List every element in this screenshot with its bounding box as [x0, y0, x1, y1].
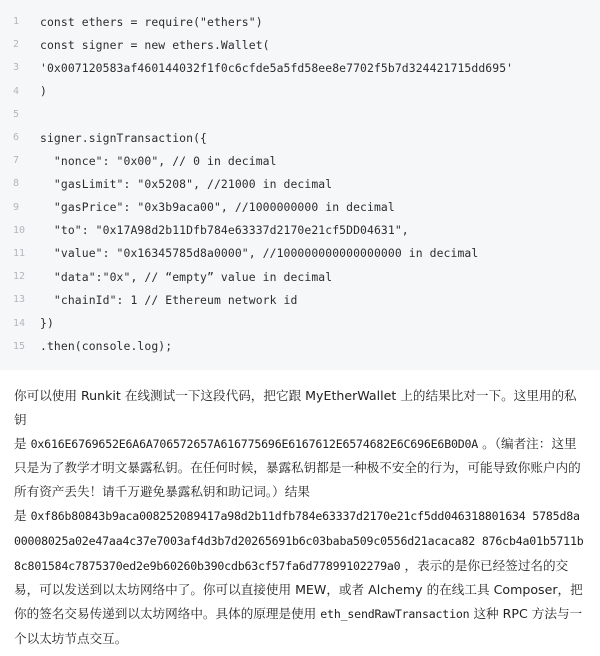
line-number: 1 [13, 16, 20, 28]
code-line [0, 103, 600, 126]
code-line [0, 196, 600, 219]
line-number: 2 [13, 39, 20, 51]
code-line [0, 242, 600, 265]
code-text: }) [40, 316, 54, 331]
line-number: 7 [13, 155, 20, 167]
code-line [0, 335, 600, 358]
line-number: 5 [13, 108, 20, 120]
code-text: "gasLimit": "0x5208", //21000 in decimal [40, 176, 333, 191]
code-text: "value": "0x16345785d8a0000", //100000000000000000 in decimal [40, 246, 479, 261]
line-number: 14 [13, 317, 26, 329]
code-line [0, 149, 600, 172]
line-number: 4 [13, 85, 20, 97]
paragraph-result [14, 504, 586, 651]
code-text: const ethers = require("ethers") [40, 14, 263, 29]
code-text: const signer = new ethers.Wallet( [40, 37, 270, 52]
paragraph-private-key [14, 432, 586, 504]
article-body [0, 370, 600, 651]
code-line [0, 10, 600, 33]
code-line [0, 219, 600, 242]
code-line [0, 265, 600, 288]
code-text: "data":"0x", // “empty” value in decimal [40, 269, 333, 284]
text-segment: 。（编者注：这里只是为了教学才明文暴露私钥。在任何时候，暴露私钥都是一种极不安全的行为，可能导致你账户内的所有资产丢失！请千万避免暴露私钥和助记词。）结果 [14, 435, 581, 500]
code-text: "nonce": "0x00", // 0 in decimal [40, 153, 277, 168]
text-segment: 是 [14, 435, 31, 451]
line-number: 15 [13, 340, 26, 352]
line-number: 3 [13, 62, 20, 74]
code-text: "gasPrice": "0x3b9aca00", //1000000000 in decimal [40, 200, 395, 215]
line-number: 10 [13, 224, 26, 236]
line-number: 6 [13, 132, 20, 144]
code-text: signer.signTransaction({ [40, 130, 207, 145]
code-text: ) [40, 84, 47, 99]
code-line [0, 172, 600, 195]
code-line [0, 80, 600, 103]
code-text: '0x007120583af460144032f1f0c6cfde5a5fd58ee8e7702f5b7d324421715dd695' [40, 60, 514, 75]
line-number: 12 [13, 271, 26, 283]
line-number: 11 [13, 247, 26, 259]
code-line [0, 126, 600, 149]
code-text: "to": "0x17A98d2b11Dfb784e63337d2170e21cf5DD04631", [40, 223, 409, 238]
private-key-value: 0x616E6769652E6A6A706572657A616775696E6167612E6574682E6C696E6B0D0A [30, 436, 479, 451]
code-line [0, 56, 600, 79]
code-line [0, 288, 600, 311]
paragraph-intro: 你可以使用 Runkit 在线测试一下这段代码，把它跟 MyEtherWallet 上的结果比对一下。这里用的私钥 [14, 388, 577, 427]
code-line [0, 311, 600, 334]
line-number: 8 [13, 178, 20, 190]
rpc-method-name: eth_sendRawTransaction [320, 607, 470, 622]
text-segment: ，表示的是你已经签过名的交易，可以发送到以太坊网络中了。你可以直接使用 MEW，或者 Alchemy 的在线工具 Composer，把你的签名交易传递到以太坊网络中。具体的原理是使用 [14, 557, 583, 622]
line-number: 13 [13, 294, 26, 306]
text-segment: 这种 RPC 方法与一个以太坊节点交互。 [14, 606, 583, 646]
line-number: 9 [13, 201, 20, 213]
code-line [0, 33, 600, 56]
code-text: .then(console.log); [40, 339, 173, 354]
code-text: "chainId": 1 // Ethereum network id [40, 292, 298, 307]
signed-transaction-value: 0xf86b80843b9aca008252089417a98d2b11dfb784e63337d2170e21cf5dd046318801634 5785d8a00008025a02e47aa4c37e7003af4d3b7d20265691b6c03baba509c0556d21acaca82 876cb4a01b5711b8c801584c7875370ed2e9b60260b390cdb63cf57fa6d77899102279a0 [14, 508, 584, 573]
text-segment: 是 [14, 507, 31, 523]
